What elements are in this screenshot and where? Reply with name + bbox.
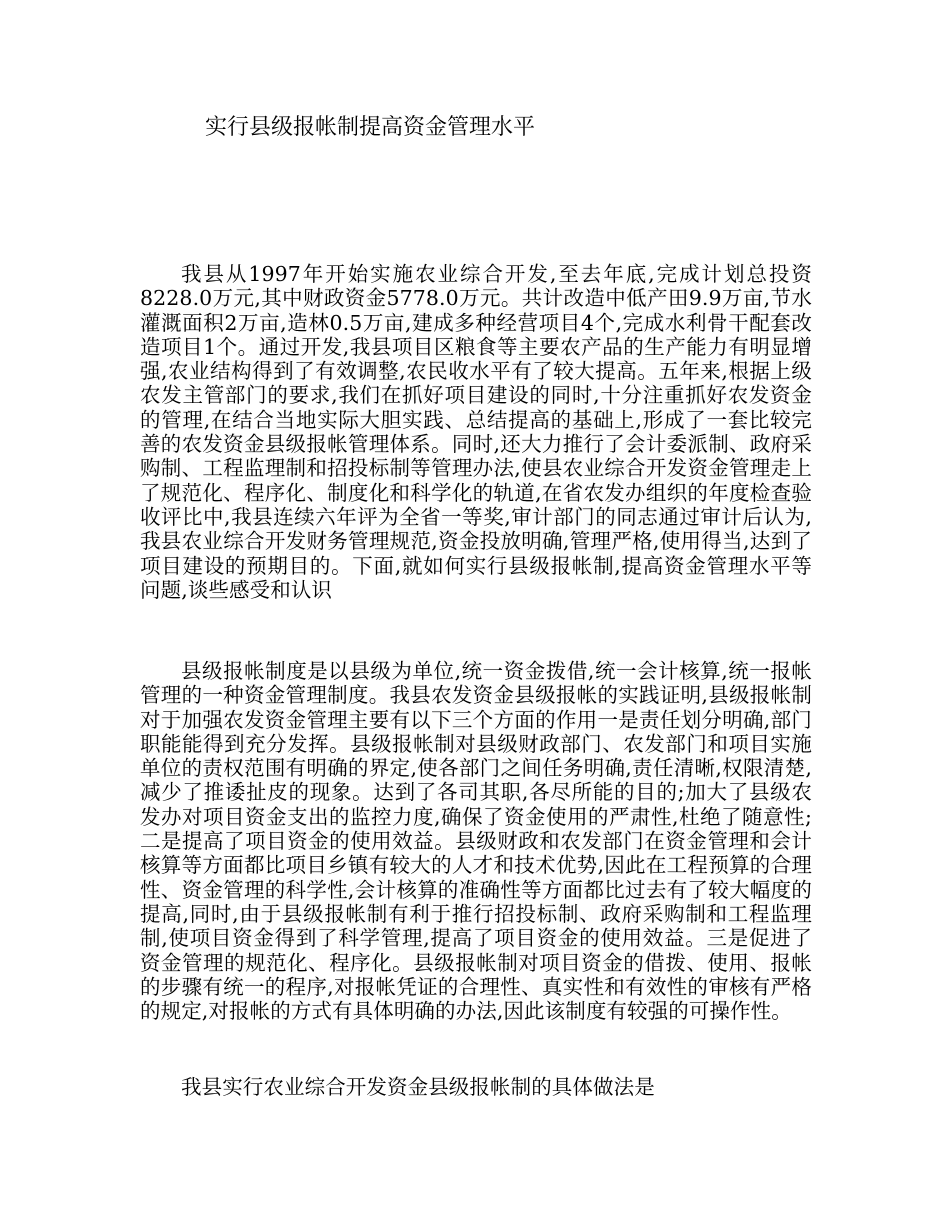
document-title: 实行县级报帐制提高资金管理水平 — [205, 115, 536, 140]
paragraph-3: 我县实行农业综合开发资金县级报帐制的具体做法是 — [181, 1075, 655, 1099]
paragraph-1: 我县从1997年开始实施农业综合开发,至去年底,完成计划总投资8228.0万元,其中财政资金5778.0万元。共计改造中低产田9.9万亩,节水灌溉面积2万亩,造林0.5万亩,建成多种经营项目4个,完成水利骨干配套改造项目1个。通过开发,我县项目区粮食等主要农产品的生产能力有明显增强,农业结构得到了有效调整,农民收水平有了较大提高。五年来,根据上级农发主管部门的要求,我们在抓好项目建设的同时,十分注重抓好农发资金的管理,在结合当地实际大胆实践、总结提高的基础上,形成了一套比较完善的农发资金县级报帐管理体系。同时,还大力推行了会计委派制、政府采购制、工程监理制和招投标制等管理办法,使县农业综合开发资金管理走上了规范化、程序化、制度化和科学化的轨道,在省农发办组织的年度检查验收评比中,我县连续六年评为全省一等奖,审计部门的同志通过审计后认为,我县农业综合开发财务管理规范,资金投放明确,管理严格,使用得当,达到了项目建设的预期目的。下面,就如何实行县级报帐制,提高资金管理水平等问题,谈些感受和认识 — [140, 262, 812, 602]
paragraph-2: 县级报帐制度是以县级为单位,统一资金拨借,统一会计核算,统一报帐管理的一种资金管理制度。我县农发资金县级报帐的实践证明,县级报帐制对于加强农发资金管理主要有以下三个方面的作用一是责任划分明确,部门职能能得到充分发挥。县级报帐制对县级财政部门、农发部门和项目实施单位的责权范围有明确的界定,使各部门之间任务明确,责任清晰,权限清楚,减少了推诿扯皮的现象。达到了各司其职,各尽所能的目的;加大了县级农发办对项目资金支出的监控力度,确保了资金使用的严肃性,杜绝了随意性;二是提高了项目资金的使用效益。县级财政和农发部门在资金管理和会计核算等方面都比项目乡镇有较大的人才和技术优势,因此在工程预算的合理性、资金管理的科学性,会计核算的准确性等方面都比过去有了较大幅度的提高,同时,由于县级报帐制有利于推行招投标制、政府采购制和工程监理制,使项目资金得到了科学管理,提高了项目资金的使用效益。三是促进了资金管理的规范化、程序化。县级报帐制对项目资金的借拨、使用、报帐的步骤有统一的程序,对报帐凭证的合理性、真实性和有效性的审核有严格的规定,对报帐的方式有具体明确的办法,因此该制度有较强的可操作性。 — [140, 659, 812, 1024]
